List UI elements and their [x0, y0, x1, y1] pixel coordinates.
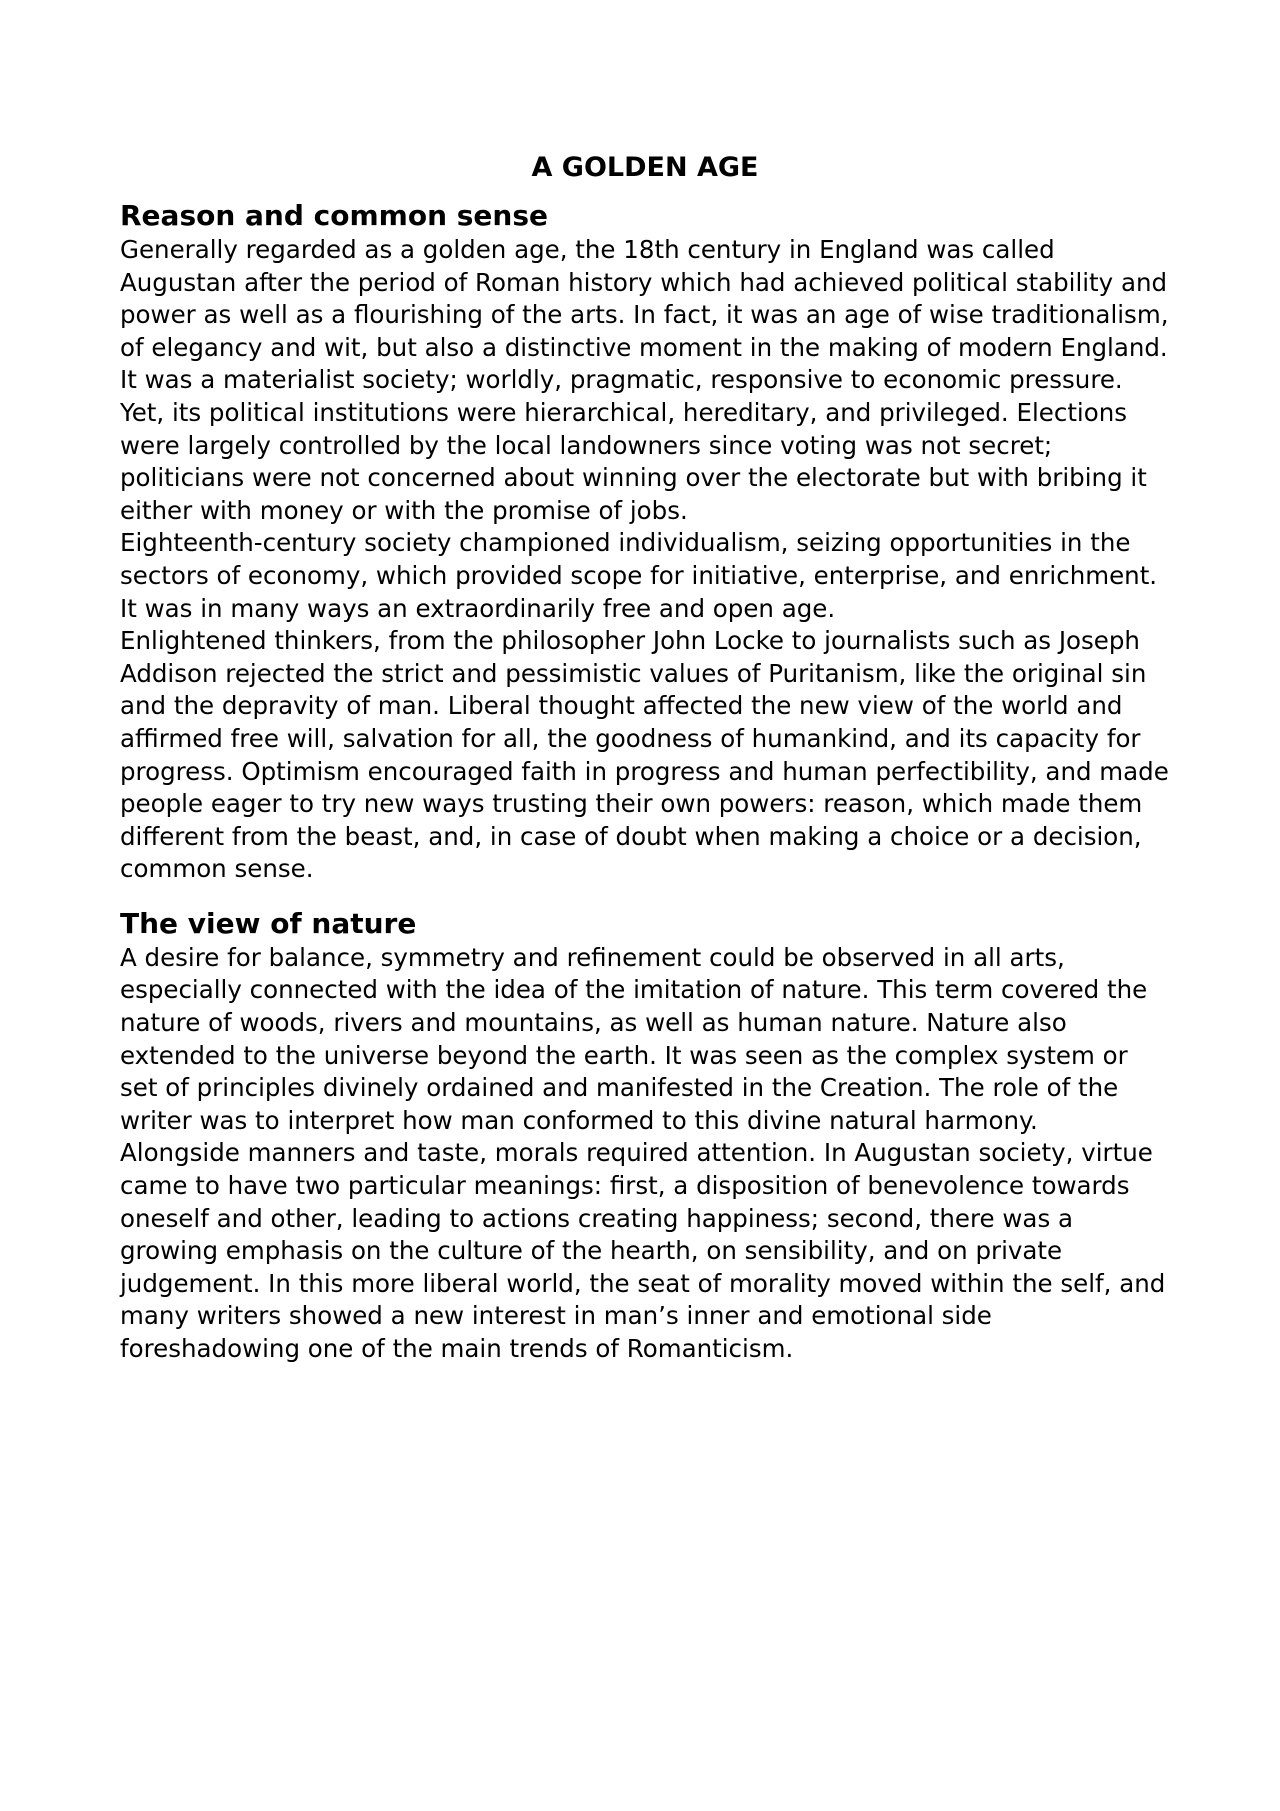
paragraph: Eighteenth-century society championed individualism, seizing opportunities in the sectors of economy, which provided scope for initiative, enterprise, and enrichment. It was in many ways an extraordinarily free and open age.: [120, 528, 1158, 623]
paragraph: Alongside manners and taste, morals required attention. In Augustan society, virtue came to have two particular meanings: first, a disposition of benevolence towards oneself and other, leading to actions creating happiness; second, there was a growing emphasis on the culture of the hearth, on sensibility, and on private judgement. In this more liberal world, the seat of morality moved within the self, and many writers showed a new interest in man’s inner and emotional side foreshadowing one of the main trends of Romanticism.: [120, 1138, 1166, 1363]
section-heading: Reason and common sense: [120, 199, 548, 232]
section-heading: The view of nature: [120, 906, 417, 940]
paragraph: Generally regarded as a golden age, the 18th century in England was called Augustan after the period of Roman history which had achieved political stability and power as well as a flourishing of the arts. In fact, it was an age of wise traditionalism, of elegancy and wit, but also a distinctive moment in the making of modern England.: [120, 235, 1169, 362]
paragraph: A desire for balance, symmetry and refinement could be observed in all arts, especially connected with the idea of the imitation of nature. This term covered the nature of woods, rivers and mountains, as well as human nature. Nature also extended to the universe beyond the earth. It was seen as the complex system or set of principles divinely ordained and manifested in the Creation. The role of the writer was to interpret how man conformed to this divine natural harmony.: [120, 942, 1148, 1135]
document-page: [120, 148, 1170, 1366]
document-title: A GOLDEN AGE: [531, 152, 759, 183]
section-reason-and-common-sense: [120, 198, 1170, 886]
section-view-of-nature: [120, 906, 1170, 1366]
paragraph: Enlightened thinkers, from the philosopher John Locke to journalists such as Joseph Addison rejected the strict and pessimistic values of Puritanism, like the original sin and the depravity of man. Liberal thought affected the new view of the world and affirmed free will, salvation for all, the goodness of humankind, and its capacity for progress. Optimism encouraged faith in progress and human perfectibility, and made people eager to try new ways trusting their own powers: reason, which made them different from the beast, and, in case of doubt when making a choice or a decision, common sense.: [120, 626, 1169, 884]
paragraph: It was a materialist society; worldly, pragmatic, responsive to economic pressure. Yet, its political institutions were hierarchical, hereditary, and privileged. Elections were largely controlled by the local landowners since voting was not secret; politicians were not concerned about winning over the electorate but with bribing it either with money or with the promise of jobs.: [120, 365, 1147, 525]
